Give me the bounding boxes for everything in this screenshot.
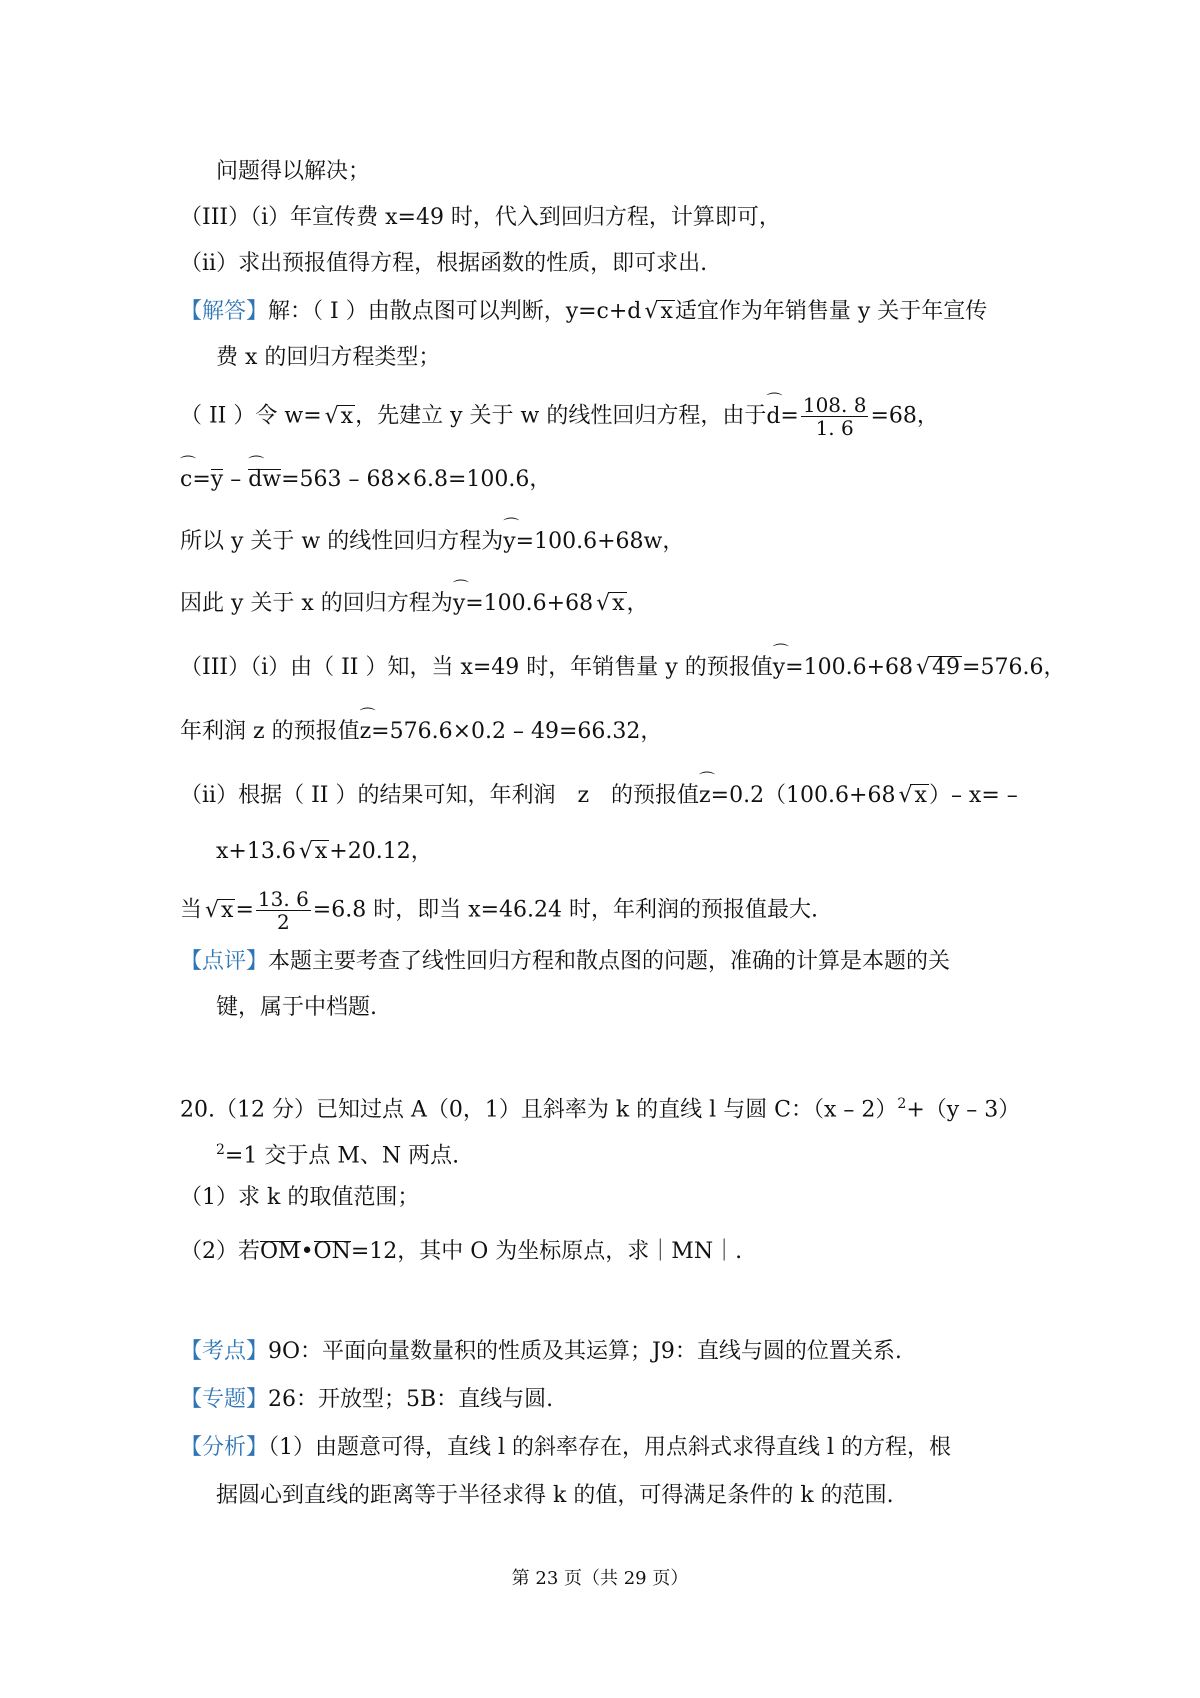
text-line: $^2$=1 交于点 M、N 两点. bbox=[216, 1142, 460, 1169]
sqrt-expr: √ x bbox=[311, 840, 329, 863]
hat-symbol: ⌒ c bbox=[180, 464, 192, 496]
sqrt-expr: √ 49 bbox=[928, 656, 962, 679]
text-line: 所以 y 关于 w 的线性回归方程为⌒ y=100.6+68w， bbox=[180, 526, 684, 558]
sqrt-expr: √ x bbox=[656, 300, 674, 323]
question-20: 20.（12 分）已知过点 A（0，1）且斜率为 k 的直线 l 与圆 C：（x – 2）$^2$+（y – 3） bbox=[180, 1096, 1021, 1123]
hat-symbol: ⌒ y bbox=[773, 652, 785, 684]
text-line: 键，属于中档题. bbox=[216, 995, 377, 1020]
text-line: 据圆心到直线的距离等于半径求得 k 的值，可得满足条件的 k 的范围. bbox=[216, 1483, 894, 1508]
kaodian-label: 【考点】 bbox=[180, 1339, 269, 1364]
text-line: （III）（i）由（ II ）知，当 x=49 时，年销售量 y 的预报值⌒ y=100.6+68√ 49=576.6， bbox=[180, 652, 1065, 684]
fraction: $\frac{108. 8}{1. 6}$ bbox=[802, 393, 867, 440]
page-footer: 第 23 页（共 29 页） bbox=[511, 1568, 689, 1589]
kaodian-line: 【考点】9O：平面向量数量积的性质及其运算；J9：直线与圆的位置关系. bbox=[180, 1339, 902, 1364]
text-line: （2）若OM•ON=12，其中 O 为坐标原点，求｜MN｜. bbox=[180, 1239, 743, 1264]
text-line: 年利润 z 的预报值⌒ z=576.6×0.2 – 49=66.32， bbox=[180, 716, 662, 748]
hat-symbol: ⌒ z bbox=[360, 716, 372, 748]
sqrt-expr: √ x bbox=[217, 899, 235, 922]
zhuanti-line: 【专题】26：开放型；5B：直线与圆. bbox=[180, 1387, 554, 1412]
comment-line: 【点评】本题主要考查了线性回归方程和散点图的问题，准确的计算是本题的关 bbox=[180, 949, 951, 974]
zhuanti-label: 【专题】 bbox=[180, 1387, 269, 1412]
answer-line: 【解答】解：（ I ）由散点图可以判断，y=c+d√ x适宜作为年销售量 y 关于年宣传 bbox=[180, 296, 987, 328]
text-line: x+13.6√ x+20.12， bbox=[216, 836, 433, 868]
answer-label: 【解答】 bbox=[180, 299, 269, 324]
hat-symbol: ⌒ y bbox=[453, 588, 465, 620]
sqrt-expr: √ x bbox=[608, 592, 626, 615]
text-line: （ii）求出预报值得方程，根据函数的性质，即可求出. bbox=[180, 251, 708, 276]
comment-label: 【点评】 bbox=[180, 949, 269, 974]
text-line: （ II ）令 w=√ x，先建立 y 关于 w 的线性回归方程，由于⌒ d= $\frac{108. 8}{1. 6}$ =68， bbox=[180, 394, 939, 439]
hat-symbol: ⌒ d bbox=[766, 401, 780, 433]
vector-on: ON bbox=[313, 1239, 351, 1264]
text-line: （III）（i）年宣传费 x=49 时，代入到回归方程，计算即可， bbox=[180, 205, 781, 230]
hat-symbol: ⌒ z bbox=[699, 780, 711, 812]
text-line: 当√ x= $\frac{13. 6}{2}$ =6.8 时，即当 x=46.24 时，年利润的预报值最大. bbox=[180, 888, 818, 933]
fenxi-label: 【分析】 bbox=[180, 1435, 269, 1460]
hat-symbol: ⌒ y bbox=[503, 526, 515, 558]
sqrt-expr: √ x bbox=[337, 405, 355, 428]
text-line: 费 x 的回归方程类型； bbox=[216, 345, 441, 370]
text-line: ⌒ c=y – ⌒ dw=563 – 68×6.8=100.6， bbox=[180, 464, 551, 496]
fenxi-line: 【分析】（1）由题意可得，直线 l 的斜率存在，用点斜式求得直线 l 的方程，根 bbox=[180, 1435, 952, 1460]
text-line: 因此 y 关于 x 的回归方程为⌒ y=100.6+68√ x， bbox=[180, 588, 649, 620]
vector-om: OM bbox=[260, 1239, 301, 1264]
text-line: 问题得以解决； bbox=[216, 159, 371, 184]
mean-bar: y bbox=[210, 467, 224, 492]
text-line: （1）求 k 的取值范围； bbox=[180, 1185, 420, 1210]
fraction: $\frac{13. 6}{2}$ bbox=[257, 887, 309, 934]
text-line: （ii）根据（ II ）的结果可知，年利润 z 的预报值⌒ z=0.2（100.6+68√ x）– x= – bbox=[180, 780, 1018, 812]
hat-symbol: ⌒ dw bbox=[248, 464, 281, 496]
sqrt-expr: √ x bbox=[910, 784, 928, 807]
